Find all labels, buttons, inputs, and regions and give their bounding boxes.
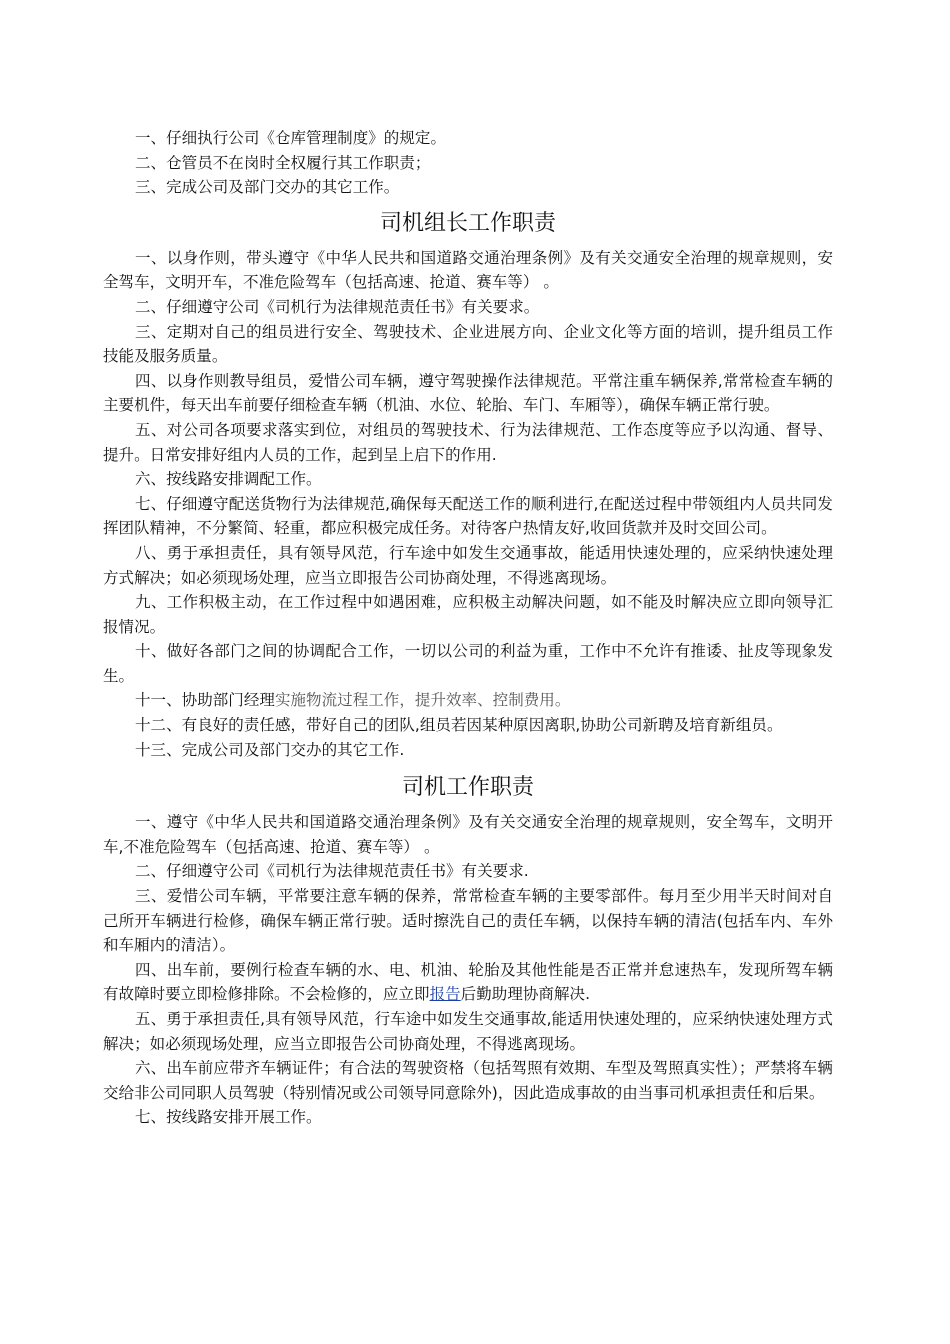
leader-item-11-suffix: 实施物流过程工作，提升效率、控制费用。	[274, 691, 571, 710]
section-title-driver-leader: 司机组长工作职责	[379, 210, 556, 236]
leader-item-12: 十二、有良好的责任感，带好自己的团队,组员若因某种原因离职,协助公司新聘及培育新组员。	[135, 716, 783, 735]
intro-item-1: 一、仔细执行公司《仓库管理制度》的规定。	[135, 129, 447, 147]
leader-item-11	[103, 688, 833, 713]
leader-item-5: 五、对公司各项要求落实到位，对组员的驾驶技术、行为法律规范、工作态度等应予以沟通、督导、提升。日常安排好组内人员的工作，起到呈上启下的作用.	[103, 420, 833, 464]
driver-item-3: 三、爱惜公司车辆，平常要注意车辆的保养，常常检查车辆的主要零部件。每月至少用半天时间对自己所开车辆进行检修，确保车辆正常行驶。适时擦洗自己的责任车辆，以保持车辆的清洁(包括车内、车外和车厢内的清洁）。	[103, 887, 833, 955]
driver-item-5: 五、勇于承担责任,具有领导风范，行车途中如发生交通事故,能适用快速处理的，应采纳快速处理方式解决；如必须现场处理，应当立即报告公司协商处理，不得逃离现场。	[103, 1010, 833, 1053]
leader-item-1: 一、以身作则，带头遵守《中华人民共和国道路交通治理条例》及有关交通安全治理的规章规则，安全驾车，文明开车，不准危险驾车（包括高速、抢道、赛车等） 。	[103, 248, 833, 292]
driver-item-4-prefix: 四、出车前，要例行检查车辆的水、电、机油、轮胎及其他性能是否正常并怠速热车，发现所驾车辆有故障时要立即检修排除。不会检修的，应立即	[103, 960, 833, 1004]
intro-item-3: 三、完成公司及部门交办的其它工作。	[135, 178, 400, 197]
driver-item-6: 六、出车前应带齐车辆证件；有合法的驾驶资格（包括驾照有效期、车型及驾照真实性）；严禁将车辆交给非公司同职人员驾驶（特别情况或公司领导同意除外)，因此造成事故的由当事司机承担责任和后果。	[103, 1059, 833, 1102]
driver-item-2: 二、仔细遵守公司《司机行为法律规范责任书》有关要求.	[135, 862, 529, 881]
leader-item-2: 二、仔细遵守公司《司机行为法律规范责任书》有关要求。	[135, 297, 540, 316]
leader-item-9: 九、工作积极主动，在工作过程中如遇困难，应积极主动解决问题，如不能及时解决应立即向领导汇报情况。	[103, 593, 833, 636]
intro-item-2: 二、仓管员不在岗时全权履行其工作职责；	[135, 153, 431, 172]
section-title-driver: 司机工作职责	[401, 775, 534, 801]
leader-item-10: 十、做好各部门之间的协调配合工作，一切以公司的利益为重，工作中不允许有推诿、扯皮等现象发生。	[103, 642, 833, 685]
driver-item-7: 七、按线路安排开展工作。	[135, 1108, 322, 1127]
report-link[interactable]: 报告	[429, 985, 461, 1004]
leader-item-3: 三、定期对自己的组员进行安全、驾驶技术、企业进展方向、企业文化等方面的培训，提升组员工作技能及服务质量。	[103, 322, 833, 366]
driver-item-1: 一、遵守《中华人民共和国道路交通治理条例》及有关交通安全治理的规章规则，安全驾车，文明开车,不准危险驾车（包括高速、抢道、赛车等） 。	[103, 813, 833, 856]
leader-item-4: 四、以身作则教导组员，爱惜公司车辆，遵守驾驶操作法律规范。平常注重车辆保养,常常检查车辆的主要机件，每天出车前要仔细检查车辆（机油、水位、轮胎、车门、车厢等），确保车辆正常行驶。	[103, 371, 833, 415]
leader-item-8: 八、勇于承担责任，具有领导风范，行车途中如发生交通事故，能适用快速处理的，应采纳快速处理方式解决；如必须现场处理，应当立即报告公司协商处理，不得逃离现场。	[103, 543, 833, 587]
leader-item-7: 七、仔细遵守配送货物行为法律规范,确保每天配送工作的顺利进行,在配送过程中带领组内人员共同发挥团队精神，不分繁简、轻重，都应积极完成任务。对待客户热情友好,收回货款并及时交回公司。	[103, 494, 833, 538]
leader-item-11-prefix: 十一、协助部门经理	[135, 691, 275, 710]
driver-item-4-suffix: 后勤助理协商解决.	[460, 985, 591, 1004]
leader-item-13: 十三、完成公司及部门交办的其它工作.	[135, 740, 405, 759]
driver-item-4	[103, 958, 833, 1007]
document-page	[103, 126, 833, 1130]
leader-item-6: 六、按线路安排调配工作。	[135, 470, 322, 489]
